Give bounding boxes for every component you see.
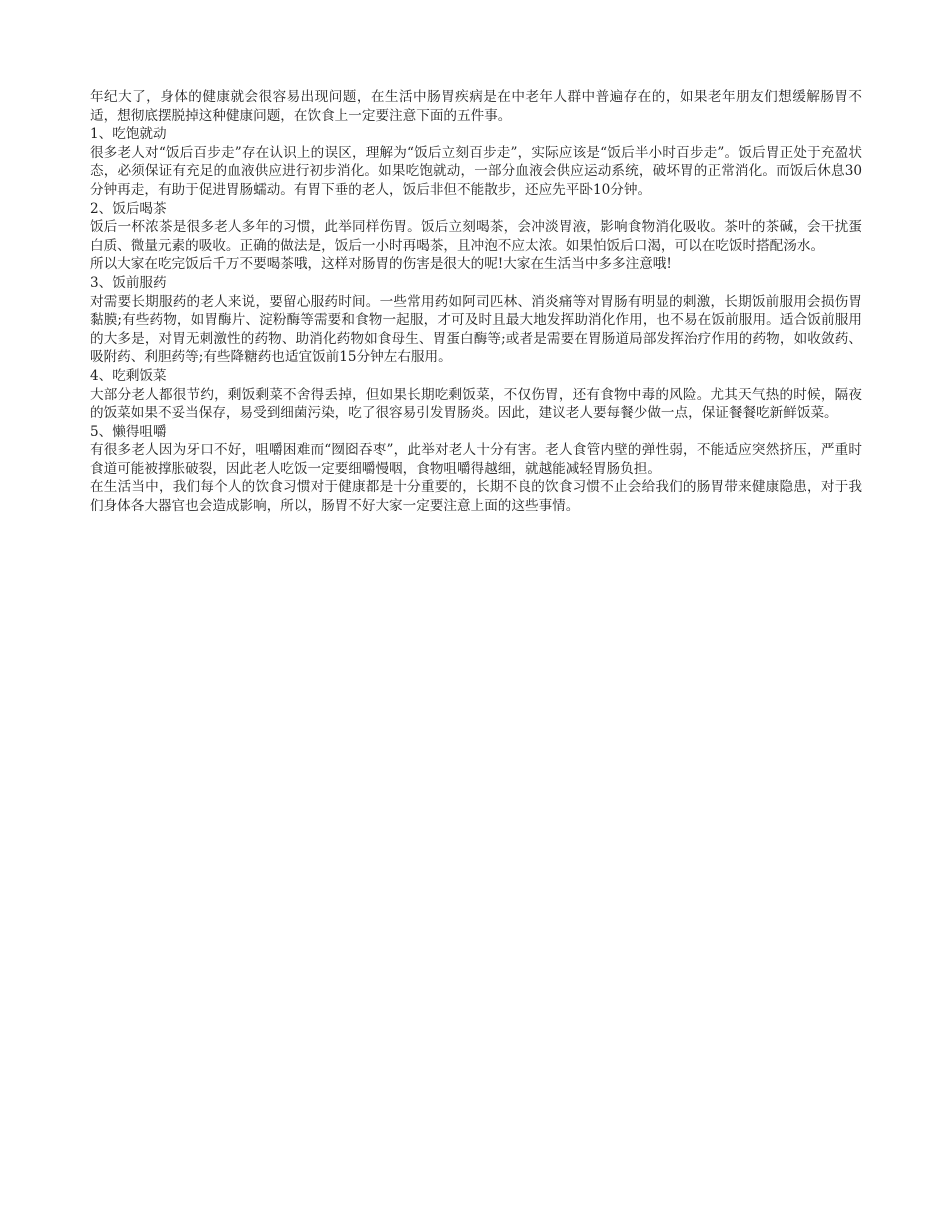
section-heading: 2、饭后喝茶 bbox=[90, 200, 167, 217]
section-paragraph: 很多老人对“饭后百步走”存在认识上的误区，理解为“饭后立刻百步走”，实际应该是“饭后半小时百步走”。饭后胃正处于充盈状态，必须保证有充足的血液供应进行初步消化。如果吃饱就动，一部分血液会供应运动系统，破坏胃的正常消化。而饭后休息30分钟再走，有助于促进胃肠蠕动。有胃下垂的老人，饭后非但不能散步，还应先平卧10分钟。 bbox=[90, 144, 862, 198]
section-3 bbox=[90, 274, 862, 367]
section-heading: 3、饭前服药 bbox=[90, 274, 167, 291]
section-paragraph: 有很多老人因为牙口不好，咀嚼困难而“囫囵吞枣”，此举对老人十分有害。老人食管内壁的弹性弱，不能适应突然挤压，严重时食道可能被撑胀破裂，因此老人吃饭一定要细嚼慢咽，食物咀嚼得越细，就越能减轻胃肠负担。 bbox=[90, 442, 862, 477]
section-heading: 5、懒得咀嚼 bbox=[90, 423, 167, 440]
section-2 bbox=[90, 200, 862, 274]
intro-paragraph: 年纪大了，身体的健康就会很容易出现问题，在生活中肠胃疾病是在中老年人群中普遍存在的，如果老年朋友们想缓解肠胃不适，想彻底摆脱掉这种健康问题，在饮食上一定要注意下面的五件事。 bbox=[90, 89, 862, 124]
section-1 bbox=[90, 125, 862, 199]
section-5 bbox=[90, 423, 862, 516]
section-4 bbox=[90, 367, 862, 423]
section-heading: 1、吃饱就动 bbox=[90, 126, 167, 143]
closing-paragraph: 在生活当中，我们每个人的饮食习惯对于健康都是十分重要的，长期不良的饮食习惯不止会给我们的肠胃带来健康隐患，对于我们身体各大器官也会造成影响，所以，肠胃不好大家一定要注意上面的这些事情。 bbox=[90, 479, 862, 515]
section-paragraph: 对需要长期服药的老人来说，要留心服药时间。一些常用药如阿司匹林、消炎痛等对胃肠有明显的刺激，长期饭前服用会损伤胃黏膜;有些药物，如胃酶片、淀粉酶等需要和食物一起服，才可及时且最大地发挥助消化作用，也不易在饭前服用。适合饭前服用的大多是，对胃无刺激性的药物、助消化药物如食母生、胃蛋白酶等;或者是需要在胃肠道局部发挥治疗作用的药物，如收敛药、吸附药、利胆药等;有些降糖药也适宜饭前15分钟左右服用。 bbox=[90, 293, 862, 366]
section-heading: 4、吃剩饭菜 bbox=[90, 367, 167, 384]
section-paragraph: 所以大家在吃完饭后千万不要喝茶哦，这样对肠胃的伤害是很大的呢!大家在生活当中多多注意哦! bbox=[90, 256, 672, 273]
section-paragraph: 大部分老人都很节约，剩饭剩菜不舍得丢掉，但如果长期吃剩饭菜，不仅伤胃，还有食物中毒的风险。尤其天气热的时候，隔夜的饭菜如果不妥当保存，易受到细菌污染，吃了很容易引发胃肠炎。因此，建议老人要每餐少做一点，保证餐餐吃新鲜饭菜。 bbox=[90, 386, 862, 422]
section-paragraph: 饭后一杯浓茶是很多老人多年的习惯，此举同样伤胃。饭后立刻喝茶，会冲淡胃液，影响食物消化吸收。茶叶的茶碱，会干扰蛋白质、微量元素的吸收。正确的做法是，饭后一小时再喝茶，且冲泡不应太浓。如果怕饭后口渴，可以在吃饭时搭配汤水。 bbox=[90, 219, 862, 254]
